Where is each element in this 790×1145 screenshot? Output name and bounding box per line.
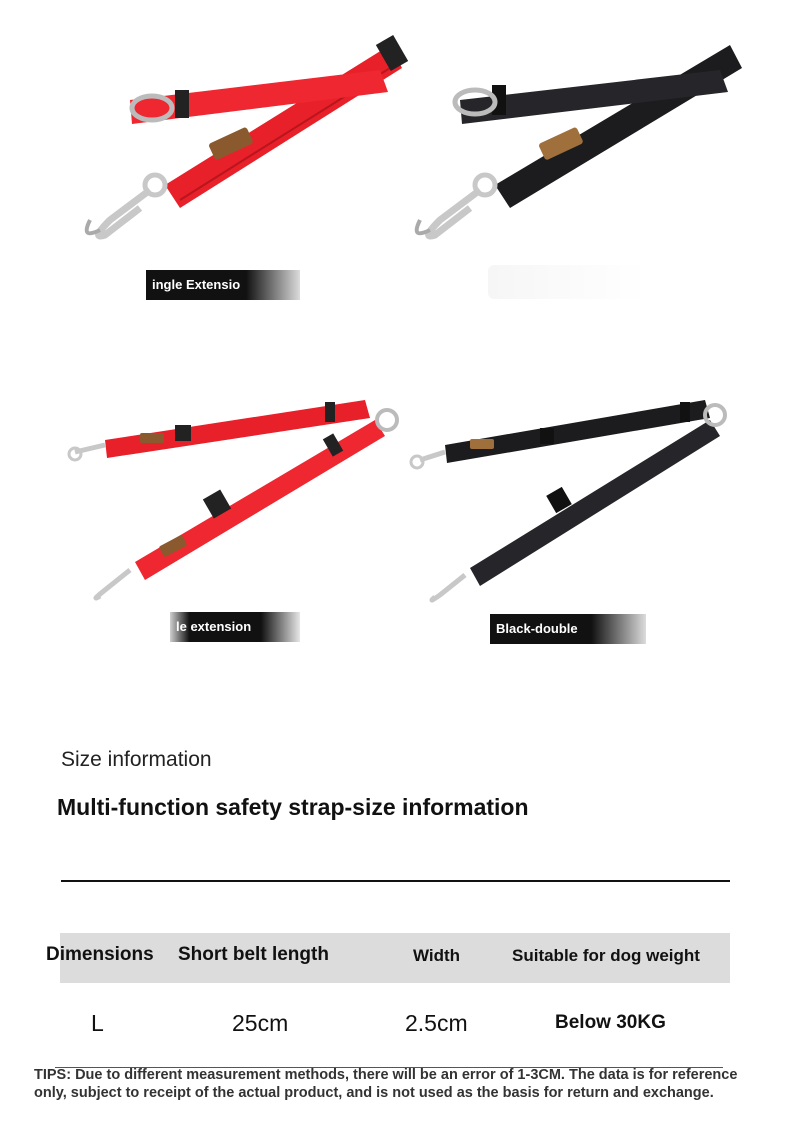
red-single-strap-image [70, 30, 410, 250]
size-title: Multi-function safety strap-size information [57, 794, 529, 820]
product-label-red-double: le extension [170, 612, 300, 642]
size-caption: Size information [61, 748, 212, 771]
black-double-strap-image [405, 390, 735, 605]
header-dimensions: Dimensions [46, 944, 154, 965]
tips-note: TIPS: Due to different measurement methods, there will be an error of 1-3CM. The data is for reference only, subject to receipt of the actual product, and is not used as the basis for return and exchange. [34, 1067, 738, 1101]
black-single-strap-image [400, 30, 745, 250]
divider [61, 880, 730, 882]
header-dog-weight: Suitable for dog weight [512, 946, 700, 965]
header-width: Width [413, 946, 461, 965]
red-double-strap-image [65, 390, 400, 605]
cell-dimensions: L [91, 1010, 104, 1036]
cell-width: 2.5cm [405, 1010, 468, 1036]
cell-dog-weight: Below 30KG [555, 1012, 666, 1033]
product-label-red-single: ingle Extensio [146, 270, 300, 300]
product-label-black-double: Black-double [490, 614, 646, 644]
header-short-belt-length: Short belt length [178, 944, 329, 965]
cell-short-belt-length: 25cm [232, 1010, 289, 1036]
product-label-black-single [488, 265, 648, 299]
